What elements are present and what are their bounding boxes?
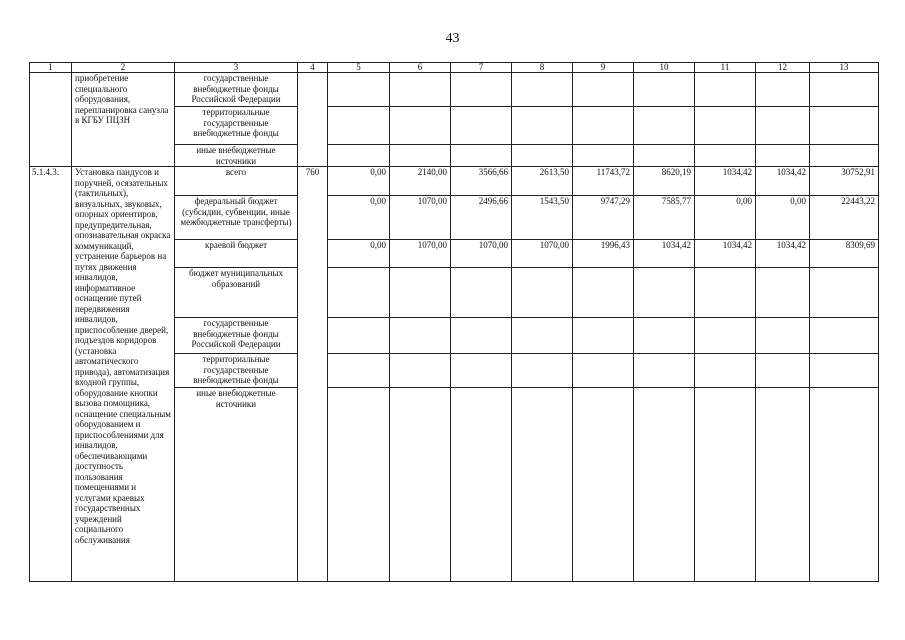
source-total: всего [175,167,298,196]
col-header-10: 10 [634,63,695,73]
col-header-13: 13 [810,63,879,73]
value-cell: 7585,77 [634,196,695,240]
value-cell: 1034,42 [695,240,756,268]
cont-source: государственные внебюджетные фонды Российской Федерации [175,73,298,107]
cont-source: территориальные государственные внебюджетные фонды [175,107,298,145]
budget-table [29,62,879,582]
value-cell: 11743,72 [573,167,634,196]
cont-item-name: приобретение специального оборудования, перепланировка санузла в КГБУ ПЦЗН [72,73,175,167]
value-cell: 0,00 [328,196,390,240]
col-header-9: 9 [573,63,634,73]
item-code4: 760 [298,167,328,582]
col-header-7: 7 [451,63,512,73]
source-municipal: бюджет муниципальных образований [175,268,298,318]
value-cell: 0,00 [756,196,810,240]
cont-code4-cell [298,73,328,167]
value-cell: 1996,43 [573,240,634,268]
value-cell: 30752,91 [810,167,879,196]
value-cell: 2496,66 [451,196,512,240]
table-row [30,73,879,107]
cont-code-cell [30,73,72,167]
column-numbers-row [30,63,879,73]
value-cell: 1543,50 [512,196,573,240]
page-number: 43 [445,31,460,46]
table-row [30,167,879,196]
value-cell: 1034,42 [634,240,695,268]
value-cell: 1034,42 [756,240,810,268]
value-cell: 0,00 [695,196,756,240]
value-cell: 1070,00 [512,240,573,268]
item-name: Установка пандусов и поручней, осязательных (тактильных), визуальных, звуковых, опорных ориентиров, предупредительная, опознавательная окраска коммуникаций, устранение барьеров на путях движения инвалидов, информативное оснащение путей передвижения инвалидов, приспособление дверей, подъездов коридоров (установка автоматического привода), автоматизация входной группы, оборудование кнопки вызова помощника, оснащение специальным оборудованием и приспособлениями для инвалидов, обеспечивающими доступность пользования помещениями и услугами краевых государственных учреждений социального обслуживания [72,167,175,582]
value-cell: 1070,00 [451,240,512,268]
value-cell: 2140,00 [390,167,451,196]
value-cell: 2613,50 [512,167,573,196]
value-cell: 1070,00 [390,196,451,240]
col-header-4: 4 [298,63,328,73]
col-header-8: 8 [512,63,573,73]
col-header-2: 2 [72,63,175,73]
value-cell: 1034,42 [756,167,810,196]
item-code: 5.1.4.3. [30,167,72,582]
value-cell: 8309,69 [810,240,879,268]
col-header-5: 5 [328,63,390,73]
col-header-12: 12 [756,63,810,73]
value-cell: 0,00 [328,240,390,268]
source-federal-funds: государственные внебюджетные фонды Российской Федерации [175,318,298,354]
cont-source: иные внебюджетные источники [175,145,298,167]
value-cell: 0,00 [328,167,390,196]
value-cell: 1034,42 [695,167,756,196]
source-federal: федеральный бюджет (субсидии, субвенции, иные межбюджетные трансферты) [175,196,298,240]
value-cell: 1070,00 [390,240,451,268]
col-header-6: 6 [390,63,451,73]
col-header-3: 3 [175,63,298,73]
value-cell: 3566,66 [451,167,512,196]
col-header-11: 11 [695,63,756,73]
value-cell: 22443,22 [810,196,879,240]
value-cell: 8620,19 [634,167,695,196]
source-territorial-funds: территориальные государственные внебюджетные фонды [175,354,298,388]
source-regional: краевой бюджет [175,240,298,268]
value-cell: 9747,29 [573,196,634,240]
source-other: иные внебюджетные источники [175,388,298,582]
col-header-1: 1 [30,63,72,73]
